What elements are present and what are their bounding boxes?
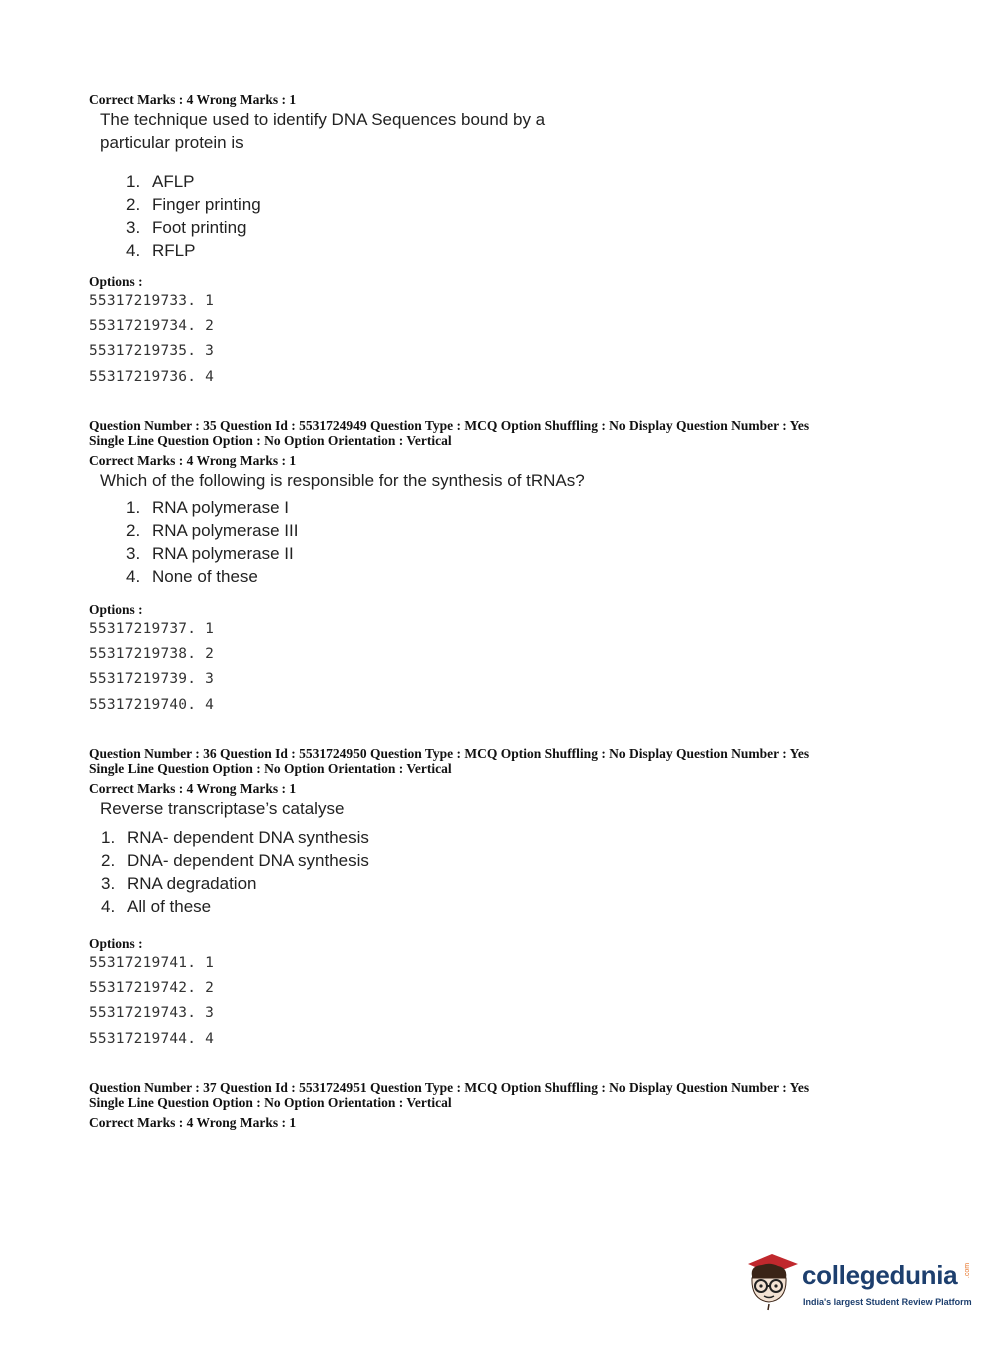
q35-options-label: Options : — [89, 602, 143, 617]
q36-options-label: Options : — [89, 936, 143, 951]
q36-choice: 3. RNA degradation — [101, 874, 257, 893]
q34-options-label: Options : — [89, 274, 143, 289]
q36-question-text: Reverse transcriptase’s catalyse — [100, 799, 345, 818]
q34-choice: 4. RFLP — [126, 241, 196, 260]
q36-choice: 4. All of these — [101, 897, 212, 916]
q35-option-id: 55317219738. 2 — [89, 646, 215, 662]
q34-choice: 2. Finger printing — [126, 195, 261, 214]
logo-tagline: India's largest Student Review Platform — [803, 1297, 972, 1307]
q34-question-line-1: The technique used to identify DNA Sequences bound by a — [100, 110, 546, 129]
q36-header-line-1: Question Number : 36 Question Id : 5531724950 Question Type : MCQ Option Shuffling : No Display Question Number : Yes — [89, 746, 810, 761]
q35-header-line-2: Single Line Question Option : No Option Orientation : Vertical — [89, 433, 452, 448]
q34-option-id: 55317219736. 4 — [89, 369, 215, 385]
q34-choice: 1. AFLP — [126, 172, 195, 191]
q35-choice: 3. RNA polymerase II — [126, 544, 294, 563]
q36-option-id: 55317219741. 1 — [89, 955, 215, 971]
q34-marks: Correct Marks : 4 Wrong Marks : 1 — [89, 92, 297, 107]
q36-choice: 2. DNA- dependent DNA synthesis — [101, 851, 369, 870]
q34-question-text — [100, 108, 545, 154]
q35-choice: 4. None of these — [126, 567, 258, 586]
q34-option-id: 55317219734. 2 — [89, 318, 215, 334]
q35-choice-list — [126, 496, 298, 588]
mascot-icon — [742, 1250, 802, 1312]
q34-choice-list — [126, 170, 261, 262]
q36-marks: Correct Marks : 4 Wrong Marks : 1 — [89, 781, 297, 796]
q36-option-id: 55317219744. 4 — [89, 1031, 215, 1047]
q34-question-line-2: particular protein is — [100, 133, 244, 152]
logo-wordmark: collegedunia — [802, 1260, 958, 1290]
q36-choice: 1. RNA- dependent DNA synthesis — [101, 828, 369, 847]
q35-marks: Correct Marks : 4 Wrong Marks : 1 — [89, 453, 297, 468]
q35-header-line-1: Question Number : 35 Question Id : 5531724949 Question Type : MCQ Option Shuffling : No Display Question Number : Yes — [89, 418, 810, 433]
q37-header-line-1: Question Number : 37 Question Id : 5531724951 Question Type : MCQ Option Shuffling : No Display Question Number : Yes — [89, 1080, 810, 1095]
collegedunia-logo[interactable] — [742, 1250, 972, 1312]
q35-option-id: 55317219739. 3 — [89, 671, 215, 687]
q36-header-line-2: Single Line Question Option : No Option Orientation : Vertical — [89, 761, 452, 776]
q35-choice: 2. RNA polymerase III — [126, 521, 299, 540]
q36-option-id: 55317219743. 3 — [89, 1005, 215, 1021]
q34-choice: 3. Foot printing — [126, 218, 247, 237]
q36-option-id: 55317219742. 2 — [89, 980, 215, 996]
q37-header-line-2: Single Line Question Option : No Option Orientation : Vertical — [89, 1095, 452, 1110]
q35-option-id: 55317219737. 1 — [89, 621, 215, 637]
q36-choice-list — [101, 826, 369, 918]
logo-com-suffix: .com — [964, 1262, 972, 1279]
q37-marks: Correct Marks : 4 Wrong Marks : 1 — [89, 1115, 297, 1130]
q34-option-id: 55317219733. 1 — [89, 293, 215, 309]
q35-option-id: 55317219740. 4 — [89, 697, 215, 713]
q34-option-id: 55317219735. 3 — [89, 343, 215, 359]
q35-choice: 1. RNA polymerase I — [126, 498, 289, 517]
q35-question-text: Which of the following is responsible for the synthesis of tRNAs? — [100, 471, 585, 490]
